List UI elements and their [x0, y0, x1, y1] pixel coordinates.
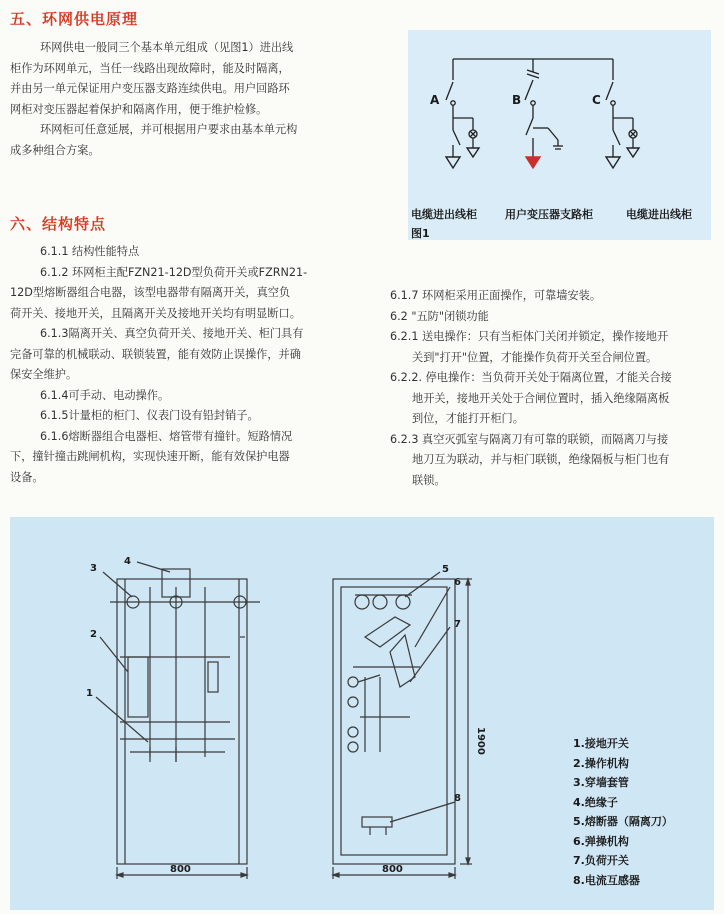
section6-line: 6.1.5计量柜的柜门、仪表门设有铅封销子。 [40, 409, 259, 422]
section6-line: 地开关，接地开关处于合闸位置时，插入绝缘隔离板 [412, 391, 670, 405]
legend-item: 6.弹操机构 [573, 834, 629, 848]
figure1-schematic [408, 30, 711, 180]
section6-line: 6.1.7 环网柜采用正面操作，可靠墙安装。 [390, 289, 602, 302]
section6-line: 设备。 [10, 470, 44, 484]
callout-6: 6 [454, 577, 461, 588]
figure1-ring-network-diagram [408, 30, 711, 240]
cabinet-structure-drawing [10, 517, 714, 910]
section5-line: 成多种组合方案。 [10, 143, 100, 157]
legend-item: 7.负荷开关 [573, 854, 629, 867]
switch-label-c: C [592, 93, 601, 107]
ground-symbol-b [526, 157, 540, 168]
section5-line: 网柜对变压器起着保护和隔离作用，便于维护检修。 [10, 102, 268, 116]
side-width-dimension: 800 [382, 864, 403, 875]
section6-line: 6.2.3 真空灭弧室与隔离刀有可靠的联锁，而隔离刀与接 [390, 432, 669, 446]
cabinet-label-outgoing: 电缆进出线柜 [626, 208, 692, 221]
legend-item: 5.熔断器（隔离刀） [573, 815, 673, 828]
legend-item: 2.操作机构 [573, 756, 629, 770]
section6-line: 6.1.2 环网柜主配FZN21-12D型负荷开关或FZRN21- [40, 265, 308, 279]
callout-8: 8 [454, 793, 461, 804]
front-width-dimension: 800 [170, 864, 191, 875]
section5-line: 环网供电一般同三个基本单元组成（见图1）进出线 [40, 41, 294, 54]
ground-symbol-c [606, 157, 620, 168]
section6-line: 6.2.2. 停电操作：当负荷开关处于隔离位置，才能关合接 [390, 371, 672, 384]
legend-item: 1.接地开关 [573, 737, 629, 750]
legend-item: 3.穿墙套管 [573, 776, 629, 789]
callout-2: 2 [90, 629, 97, 640]
callout-4: 4 [124, 556, 131, 567]
section6-line: 6.1.6熔断器组合电器柜、熔管带有撞针。短路情况 [40, 429, 293, 443]
section6-line: 保安全维护。 [10, 368, 78, 381]
section5-line: 柜作为环网单元，当任一线路出现故障时，能及时隔离， [10, 61, 290, 75]
callout-7: 7 [454, 619, 461, 630]
section6-line: 6.1.3隔离开关、真空负荷开关、接地开关、柜门具有 [40, 327, 304, 340]
legend-item: 4.绝缘子 [573, 795, 618, 809]
side-height-dimension: 1900 [475, 727, 486, 755]
section6-line: 荷开关、接地开关，且隔离开关及接地开关均有明显断口。 [10, 306, 301, 320]
section6-right-column [390, 286, 672, 491]
callout-1: 1 [86, 688, 93, 699]
section5-line: 环网柜可任意延展，并可根据用户要求由基本单元构 [40, 123, 298, 136]
callout-5: 5 [442, 564, 449, 575]
front-mechanism-box [128, 657, 148, 717]
section6-line: 6.2.1 送电操作：只有当柜体门关闭并锁定，操作接地开 [390, 330, 669, 343]
section6-line: 6.1.4可手动、电动操作。 [40, 388, 170, 402]
side-current-transformer [362, 817, 392, 827]
section6-line: 联锁。 [412, 473, 446, 487]
section6-title: 六、结构特点 [10, 215, 107, 233]
section6-line: 地刀互为联动，并与柜门联锁，绝缘隔板与柜门也有 [412, 453, 670, 466]
switch-label-a: A [430, 93, 440, 107]
cabinet-label-transformer: 用户变压器支路柜 [505, 208, 593, 221]
section6-line: 到位，才能打开柜门。 [412, 412, 524, 425]
figure1-caption: 图1 [411, 227, 430, 240]
section5-body [10, 38, 297, 161]
section6-line: 下，撞针撞击跳闸机构，实现快速开断，能有效保护电器 [10, 450, 290, 463]
component-legend [573, 734, 673, 890]
ground-symbol-a [446, 157, 460, 168]
cabinet-label-incoming: 电缆进出线柜 [411, 208, 477, 221]
section6-left-column [10, 242, 307, 488]
callout-3: 3 [90, 563, 97, 574]
legend-item: 8.电流互感器 [573, 873, 640, 887]
section5-title: 五、环网供电原理 [10, 10, 139, 28]
section6-line: 完备可靠的机械联动、联锁装置，能有效防止误操作，并确 [10, 347, 301, 361]
section6-line: 6.1.1 结构性能特点 [40, 245, 140, 258]
switch-label-b: B [512, 93, 522, 107]
section6-line: 关到"打开"位置，才能操作负荷开关至合闸位置。 [412, 350, 658, 364]
section6-line: 6.2 "五防"闭锁功能 [390, 309, 489, 323]
section6-line: 12D型熔断器组合电器，该型电器带有隔离开关，真空负 [10, 286, 291, 299]
section5-line: 并由另一单元保证用户变压器支路连续供电。用户回路环 [10, 82, 290, 95]
